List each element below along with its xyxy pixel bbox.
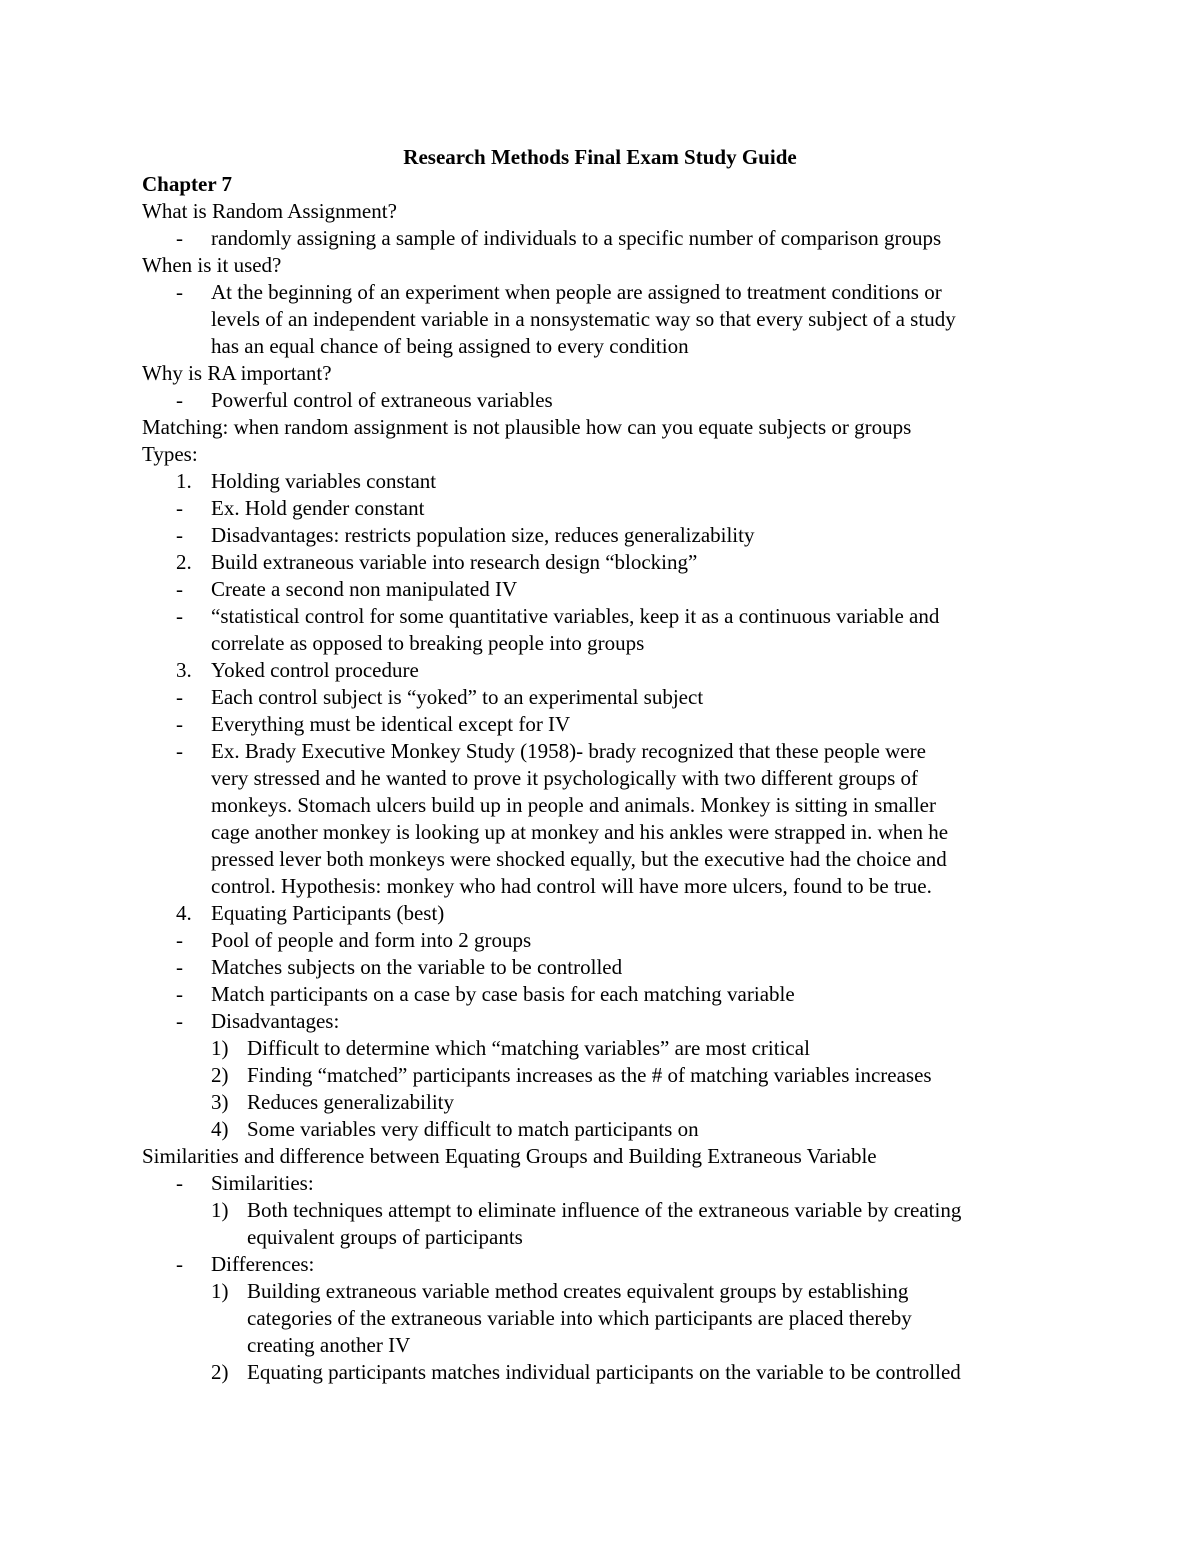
list-item: pressed lever both monkeys were shocked equally, but the executive had the choice and xyxy=(211,847,947,871)
list-item: Building extraneous variable method creates equivalent groups by establishing xyxy=(247,1279,909,1303)
list-item: Create a second non manipulated IV xyxy=(211,577,518,601)
answer-line: randomly assigning a sample of individuals to a specific number of comparison groups xyxy=(211,226,942,250)
list-item: control. Hypothesis: monkey who had control will have more ulcers, found to be true. xyxy=(211,874,932,898)
list-item: Disadvantages: xyxy=(211,1009,340,1033)
question-why-important: Why is RA important? xyxy=(142,361,332,385)
number-marker: 3. xyxy=(176,658,192,682)
bullet-dash: - xyxy=(176,280,183,304)
question-random-assignment: What is Random Assignment? xyxy=(142,199,397,223)
list-item: Ex. Hold gender constant xyxy=(211,496,425,520)
list-item: Match participants on a case by case basis for each matching variable xyxy=(211,982,795,1006)
list-item: very stressed and he wanted to prove it psychologically with two different groups of xyxy=(211,766,919,790)
number-marker: 1. xyxy=(176,469,192,493)
list-item: Both techniques attempt to eliminate influence of the extraneous variable by creating xyxy=(247,1198,962,1222)
list-item: Finding “matched” participants increases as the # of matching variables increases xyxy=(247,1063,932,1087)
bullet-dash: - xyxy=(176,577,183,601)
list-item: correlate as opposed to breaking people into groups xyxy=(211,631,645,655)
list-item: Equating participants matches individual participants on the variable to be controlled xyxy=(247,1360,961,1384)
list-item: Differences: xyxy=(211,1252,315,1276)
answer-line: levels of an independent variable in a nonsystematic way so that every subject of a study xyxy=(211,307,956,331)
paren-marker: 2) xyxy=(211,1360,229,1384)
bullet-dash: - xyxy=(176,1171,183,1195)
list-item: cage another monkey is looking up at monkey and his ankles were strapped in. when he xyxy=(211,820,949,844)
list-item: Disadvantages: restricts population size, reduces generalizability xyxy=(211,523,755,547)
document-title: Research Methods Final Exam Study Guide xyxy=(403,145,797,169)
paren-marker: 2) xyxy=(211,1063,229,1087)
list-item: Pool of people and form into 2 groups xyxy=(211,928,532,952)
question-when-used: When is it used? xyxy=(142,253,282,277)
bullet-dash: - xyxy=(176,1252,183,1276)
bullet-dash: - xyxy=(176,739,183,763)
chapter-heading: Chapter 7 xyxy=(142,172,233,196)
list-item: Build extraneous variable into research design “blocking” xyxy=(211,550,698,574)
paren-marker: 1) xyxy=(211,1198,229,1222)
matching-definition: Matching: when random assignment is not plausible how can you equate subjects or groups xyxy=(142,415,912,439)
bullet-dash: - xyxy=(176,388,183,412)
list-item: Matches subjects on the variable to be controlled xyxy=(211,955,623,979)
bullet-dash: - xyxy=(176,928,183,952)
list-item: Similarities: xyxy=(211,1171,314,1195)
list-item: equivalent groups of participants xyxy=(247,1225,523,1249)
list-item: Some variables very difficult to match participants on xyxy=(247,1117,699,1141)
paren-marker: 3) xyxy=(211,1090,229,1114)
paren-marker: 1) xyxy=(211,1279,229,1303)
number-marker: 4. xyxy=(176,901,192,925)
paren-marker: 4) xyxy=(211,1117,229,1141)
bullet-dash: - xyxy=(176,604,183,628)
bullet-dash: - xyxy=(176,523,183,547)
list-item: Everything must be identical except for IV xyxy=(211,712,571,736)
list-item: Holding variables constant xyxy=(211,469,437,493)
types-heading: Types: xyxy=(142,442,198,466)
bullet-dash: - xyxy=(176,685,183,709)
list-item: Each control subject is “yoked” to an experimental subject xyxy=(211,685,704,709)
list-item: Ex. Brady Executive Monkey Study (1958)- brady recognized that these people were xyxy=(211,739,926,763)
bullet-dash: - xyxy=(176,712,183,736)
list-item: categories of the extraneous variable into which participants are placed thereby xyxy=(247,1306,912,1330)
similarities-heading: Similarities and difference between Equating Groups and Building Extraneous Variable xyxy=(142,1144,877,1168)
list-item: Difficult to determine which “matching variables” are most critical xyxy=(247,1036,810,1060)
list-item: Equating Participants (best) xyxy=(211,901,445,925)
bullet-dash: - xyxy=(176,955,183,979)
answer-line: has an equal chance of being assigned to every condition xyxy=(211,334,689,358)
list-item: Yoked control procedure xyxy=(211,658,419,682)
list-item: monkeys. Stomach ulcers build up in people and animals. Monkey is sitting in smaller xyxy=(211,793,936,817)
list-item: Reduces generalizability xyxy=(247,1090,454,1114)
answer-line: Powerful control of extraneous variables xyxy=(211,388,553,412)
bullet-dash: - xyxy=(176,496,183,520)
list-item: creating another IV xyxy=(247,1333,411,1357)
paren-marker: 1) xyxy=(211,1036,229,1060)
bullet-dash: - xyxy=(176,982,183,1006)
bullet-dash: - xyxy=(176,226,183,250)
number-marker: 2. xyxy=(176,550,192,574)
list-item: “statistical control for some quantitative variables, keep it as a continuous variable and xyxy=(211,604,940,628)
bullet-dash: - xyxy=(176,1009,183,1033)
answer-line: At the beginning of an experiment when people are assigned to treatment conditions or xyxy=(211,280,942,304)
